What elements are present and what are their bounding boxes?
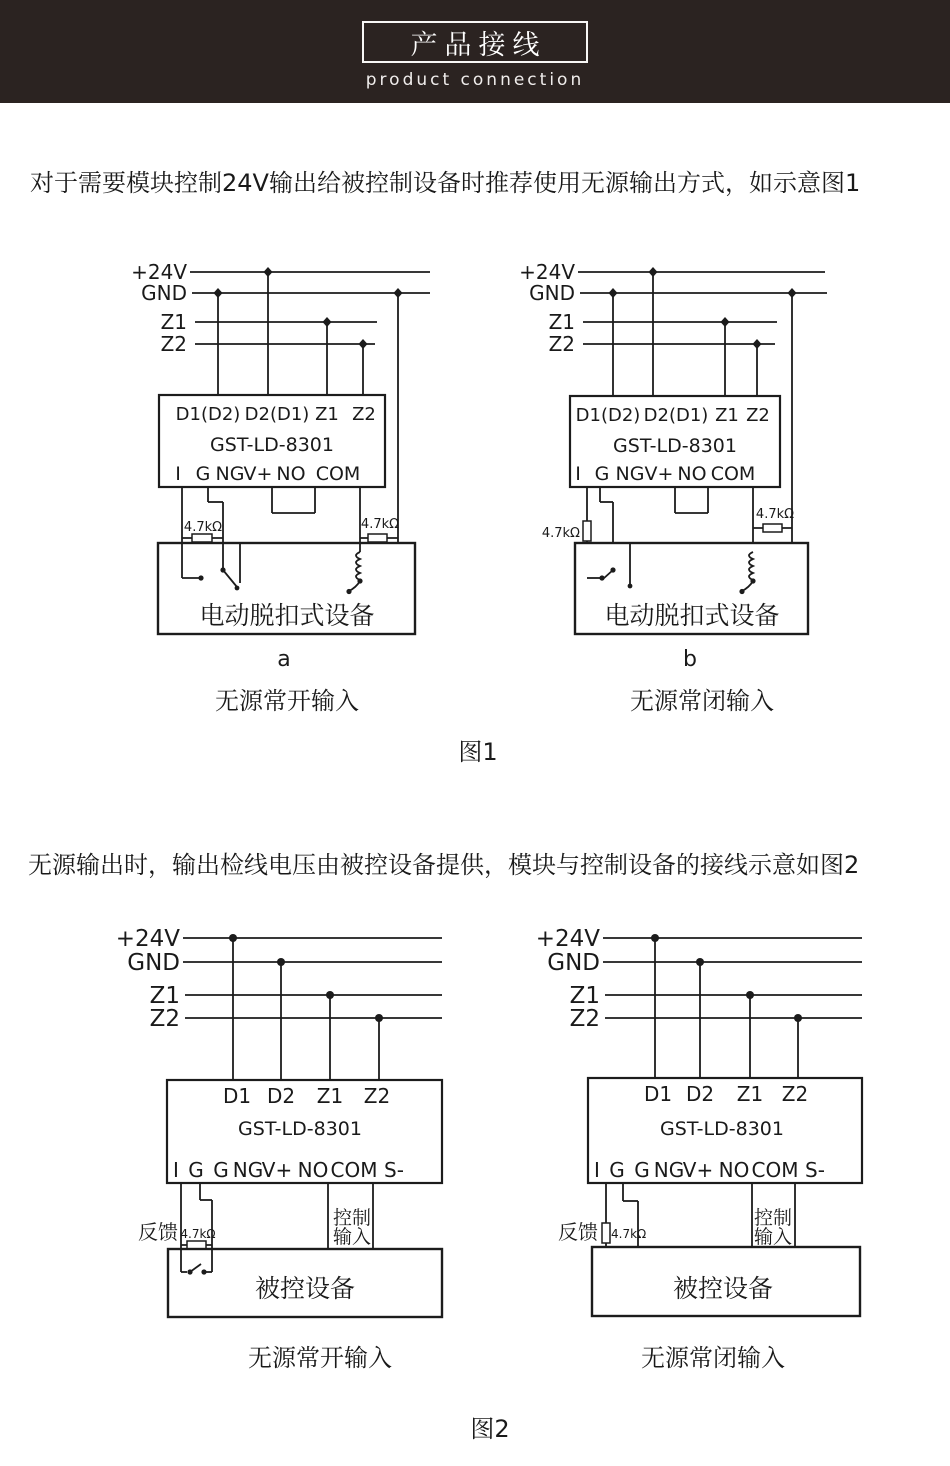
fig1b-pin-g: G [594, 463, 610, 485]
fig1a-pin-d2: D2(D1) [244, 404, 310, 425]
fig1a-pin-z2: Z2 [352, 404, 376, 425]
fig1b-caption: 无源常闭输入 [630, 687, 774, 715]
fig2b-bus-24v: +24V [535, 926, 600, 952]
fig2b-control-label-2: 输入 [753, 1226, 793, 1248]
fig2a-bus-z2: Z2 [149, 1006, 180, 1032]
fig1b-pin-z2: Z2 [746, 405, 770, 426]
figure-2-diagram [0, 905, 950, 1450]
intro-paragraph-2: 无源输出时，输出检线电压由被控设备提供，模块与控制设备的接线示意如图2 [28, 851, 860, 879]
fig2b-control-label-1: 控制 [753, 1207, 793, 1229]
fig2a-pin-no: NO [297, 1158, 329, 1182]
fig1a-resistor-right-label: 4.7kΩ [360, 517, 400, 532]
fig2b-caption: 无源常闭输入 [641, 1344, 785, 1372]
fig2a-caption: 无源常开输入 [248, 1344, 392, 1372]
fig2b-pin-d2: D2 [685, 1082, 715, 1106]
fig2a-pin-i: I [173, 1158, 179, 1182]
fig1a-pin-vplus: V+ [243, 463, 273, 485]
fig2a-control-label-1: 控制 [332, 1207, 372, 1229]
fig1b-resistor-left-label: 4.7kΩ [541, 526, 580, 541]
fig1b-module-name: GST-LD-8301 [613, 435, 737, 457]
fig1a-tag: a [277, 647, 291, 672]
fig2a-feedback-label: 反馈 [138, 1220, 178, 1244]
fig1b-pin-d1: D1(D2) [575, 405, 641, 426]
fig2b-feedback-label: 反馈 [558, 1220, 598, 1244]
fig1b-bus-gnd: GND [529, 281, 575, 305]
fig2-caption: 图2 [470, 1415, 510, 1443]
fig1a-device-label: 电动脱扣式设备 [199, 601, 375, 630]
fig2b-pin-ng: NG [653, 1158, 685, 1182]
fig2b-pin-d1: D1 [643, 1082, 673, 1106]
intro-paragraph-1: 对于需要模块控制24V输出给被控制设备时推荐使用无源输出方式，如示意图1 [30, 169, 861, 197]
fig2a-bus-24v: +24V [115, 926, 180, 952]
fig2b-pin-i: I [594, 1158, 600, 1182]
fig1b-resistor-right-label: 4.7kΩ [755, 507, 795, 522]
fig1a-pin-d1: D1(D2) [175, 404, 241, 425]
fig2b-pin-com: COM [751, 1158, 799, 1182]
fig1a-caption: 无源常开输入 [215, 687, 359, 715]
fig2a-control-label-2: 输入 [332, 1226, 372, 1248]
fig1a-bus-z1: Z1 [160, 310, 187, 334]
fig2a-pin-d1: D1 [222, 1084, 252, 1108]
fig2b-pin-vplus: V+ [682, 1158, 714, 1182]
fig2a-pin-z1: Z1 [316, 1084, 344, 1108]
fig1-caption: 图1 [458, 738, 498, 766]
fig2a-pin-z2: Z2 [363, 1084, 391, 1108]
page-subtitle: product connection [365, 70, 585, 90]
fig2a-resistor-label: 4.7kΩ [180, 1227, 216, 1241]
fig1b-pin-i: I [575, 463, 581, 485]
figure-1-diagram [0, 250, 950, 780]
fig1a-pin-z1: Z1 [315, 404, 339, 425]
fig2b-pin-no: NO [718, 1158, 750, 1182]
fig2a-pin-sminus: S- [384, 1158, 404, 1182]
fig2b-pin-g2: G [634, 1158, 650, 1182]
page-header [0, 0, 950, 103]
fig1a-bus-z2: Z2 [160, 332, 187, 356]
fig2a-module-name: GST-LD-8301 [238, 1118, 362, 1140]
fig2b-module-name: GST-LD-8301 [660, 1118, 784, 1140]
fig2a-pin-vplus: V+ [261, 1158, 293, 1182]
fig2b-bus-gnd: GND [547, 950, 600, 976]
fig2b-device-label: 被控设备 [672, 1274, 774, 1303]
fig1a-resistor-left-label: 4.7kΩ [183, 520, 223, 535]
fig2b-bus-z2: Z2 [569, 1006, 600, 1032]
fig1a-bus-gnd: GND [141, 281, 187, 305]
fig1b-pin-z1: Z1 [715, 405, 739, 426]
fig1b-pin-no: NO [677, 463, 707, 485]
fig1a-module-name: GST-LD-8301 [210, 434, 334, 456]
fig2a-pin-d2: D2 [266, 1084, 296, 1108]
fig1a-bus-24v: +24V [131, 260, 187, 284]
fig2b-pin-z1: Z1 [736, 1082, 764, 1106]
fig2b-pin-sminus: S- [805, 1158, 825, 1182]
fig1b-pin-ng: NG [615, 463, 645, 485]
fig2a-pin-g2: G [213, 1158, 229, 1182]
fig2a-pin-g1: G [188, 1158, 204, 1182]
fig1a-pin-no: NO [276, 463, 306, 485]
fig1b-tag: b [683, 647, 697, 672]
fig1b-pin-com: COM [710, 463, 756, 485]
fig2b-bus-z1: Z1 [569, 983, 600, 1009]
fig2b-resistor-label: 4.7kΩ [611, 1227, 647, 1241]
fig2a-bus-z1: Z1 [149, 983, 180, 1009]
fig2a-bus-gnd: GND [127, 950, 180, 976]
fig1b-bus-z2: Z2 [548, 332, 575, 356]
page-title: 产品接线 [410, 29, 547, 61]
fig1a-pin-i: I [175, 463, 181, 485]
fig1a-pin-g: G [195, 463, 211, 485]
fig2a-pin-ng: NG [232, 1158, 264, 1182]
fig2b-pin-g1: G [609, 1158, 625, 1182]
fig1a-pin-ng: NG [215, 463, 245, 485]
header-title-box [362, 21, 588, 63]
fig1b-pin-d2: D2(D1) [643, 405, 709, 426]
fig2a-device-label: 被控设备 [254, 1274, 356, 1303]
fig1b-pin-vplus: V+ [644, 463, 674, 485]
fig2b-pin-z2: Z2 [781, 1082, 809, 1106]
fig2a-pin-com: COM [330, 1158, 378, 1182]
fig1b-device-label: 电动脱扣式设备 [604, 601, 780, 630]
fig1b-bus-z1: Z1 [548, 310, 575, 334]
fig1b-bus-24v: +24V [519, 260, 575, 284]
fig1a-pin-com: COM [315, 463, 361, 485]
